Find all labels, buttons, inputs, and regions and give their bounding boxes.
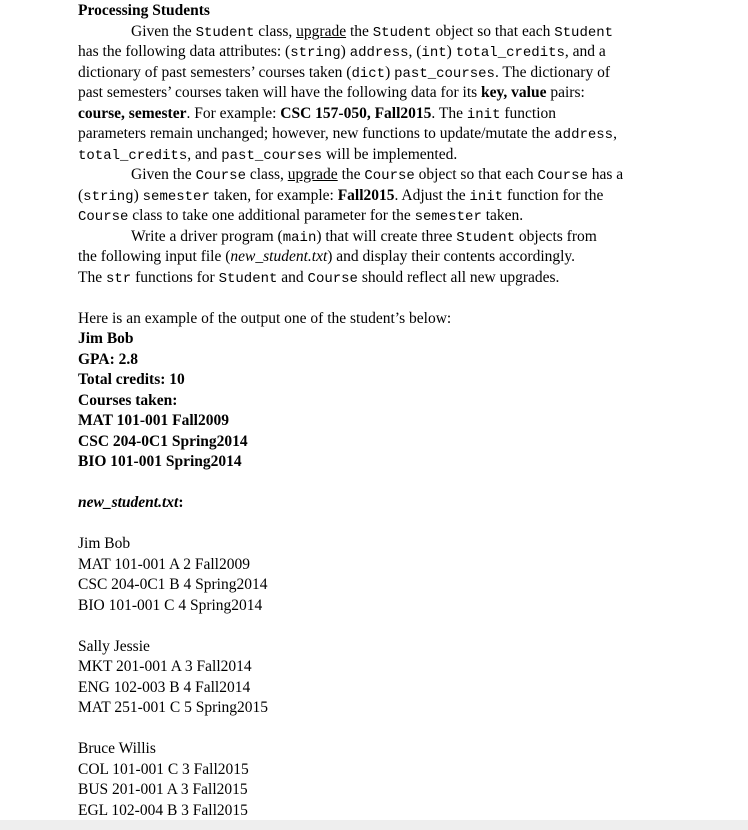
code-term: string <box>83 188 134 205</box>
text: . The <box>431 104 467 122</box>
text: dictionary of past semesters’ courses taken ( <box>78 63 352 81</box>
text-line <box>78 268 718 289</box>
text: , and a <box>564 43 606 60</box>
text: has a <box>587 166 624 183</box>
text: object so that each <box>431 22 555 40</box>
text-line <box>78 186 718 207</box>
text-line <box>78 104 718 125</box>
text-line <box>78 63 718 84</box>
paragraph-course-upgrade <box>78 165 718 227</box>
text-line <box>78 42 718 63</box>
text: class to take one additional parameter for the <box>128 207 415 224</box>
text-line <box>78 165 718 186</box>
text-line <box>78 83 718 104</box>
code-term: semester <box>142 188 210 205</box>
course-line: CSC 204-0C1 B 4 Spring2014 <box>78 576 268 593</box>
text: and <box>277 268 308 286</box>
text: the <box>346 22 373 40</box>
text: Given the <box>131 166 196 183</box>
text: the <box>337 166 365 183</box>
file-name: new_student.txt <box>78 494 179 511</box>
text-line <box>78 206 718 227</box>
code-term: int <box>421 45 447 61</box>
code-term: dict <box>351 65 386 82</box>
text: ) and display their contents accordingly. <box>327 248 576 265</box>
text: past semesters’ courses taken will have the following data for its <box>78 84 482 101</box>
code-term: str <box>105 270 132 287</box>
text: ) that will create three <box>316 227 457 245</box>
code-term: init <box>469 188 504 205</box>
code-term: past_courses <box>394 65 495 82</box>
text: ) <box>133 186 143 204</box>
code-term: Student <box>372 24 432 41</box>
paragraph-driver-program <box>78 227 718 289</box>
italic-filename: new_student.txt <box>230 248 328 265</box>
code-term: total_credits <box>78 147 188 164</box>
course-line: MAT 101-001 A 2 Fall2009 <box>78 555 250 573</box>
student-name: Jim Bob <box>78 535 131 552</box>
underlined-term: upgrade <box>296 22 347 40</box>
text: , and <box>187 145 222 163</box>
spacer <box>78 473 718 494</box>
document-body <box>78 1 718 821</box>
student-name: Sally Jessie <box>78 637 150 655</box>
text: pairs: <box>546 84 585 101</box>
code-term: Student <box>218 270 278 287</box>
code-term: total_credits <box>455 45 565 61</box>
code-term: Course <box>307 270 358 287</box>
code-term: Student <box>456 229 516 246</box>
code-term: Student <box>554 24 614 41</box>
section-title: Processing Students <box>78 2 210 19</box>
code-term: Course <box>195 168 246 184</box>
course-line: EGL 102-004 B 3 Fall2015 <box>78 801 248 819</box>
bold-term: CSC 157-050, Fall2015 <box>280 104 432 122</box>
bold-term: key, value <box>481 84 547 101</box>
code-term: address <box>349 45 409 61</box>
example-output-line: BIO 101-001 Spring2014 <box>78 453 242 470</box>
text: . Adjust the <box>394 186 470 204</box>
example-output-line: GPA: 2.8 <box>78 350 138 368</box>
text: function for the <box>503 186 604 204</box>
text: has the following data attributes: ( <box>78 43 291 60</box>
file-student-block <box>78 534 718 616</box>
text: ) <box>446 43 456 60</box>
course-line: BUS 201-001 A 3 Fall2015 <box>78 781 248 798</box>
text: . The dictionary of <box>494 63 611 81</box>
text: , ( <box>408 43 422 60</box>
text: , <box>613 125 617 142</box>
example-output-block <box>78 329 718 473</box>
bold-term: Fall2015 <box>337 186 395 204</box>
text: taken, for example: <box>209 186 338 204</box>
example-output-line: Jim Bob <box>78 330 134 347</box>
spacer <box>78 288 718 309</box>
code-term: Course <box>78 209 129 225</box>
course-line: COL 101-001 C 3 Fall2015 <box>78 760 249 778</box>
code-term: address <box>554 127 614 143</box>
text-line <box>78 247 718 268</box>
example-output-line: MAT 101-001 Fall2009 <box>78 412 229 429</box>
spacer <box>78 514 718 535</box>
underlined-term: upgrade <box>287 166 338 183</box>
text-line <box>78 124 718 145</box>
code-term: main <box>282 229 317 246</box>
text: functions for <box>131 268 219 286</box>
spacer <box>78 616 718 637</box>
text: will be implemented. <box>322 145 458 163</box>
text-line <box>78 227 718 248</box>
course-line: BIO 101-001 C 4 Spring2014 <box>78 596 263 614</box>
text: parameters remain unchanged; however, new functions to update/mutate the <box>78 125 555 142</box>
example-intro: Here is an example of the output one of the student’s below: <box>78 309 452 327</box>
code-term: Course <box>364 168 415 184</box>
page-bottom-edge <box>0 820 748 830</box>
example-output-line: Courses taken: <box>78 391 178 409</box>
text: Given the <box>131 22 196 40</box>
example-output-line: CSC 204-0C1 Spring2014 <box>78 432 248 450</box>
text-line <box>78 22 718 43</box>
text-line <box>78 145 718 166</box>
file-student-block <box>78 739 718 821</box>
text: function <box>500 104 557 122</box>
text: The <box>78 268 106 286</box>
code-term: semester <box>414 209 482 225</box>
course-line: ENG 102-003 B 4 Fall2014 <box>78 678 251 696</box>
text: ( <box>78 186 84 204</box>
text: Write a driver program ( <box>131 227 283 245</box>
text: class, <box>254 22 297 40</box>
course-line: MAT 251-001 C 5 Spring2015 <box>78 699 269 716</box>
text: object so that each <box>414 166 538 183</box>
bold-term: course, semester <box>78 104 187 122</box>
file-colon: : <box>178 494 184 511</box>
file-student-block <box>78 637 718 719</box>
paragraph-student-upgrade <box>78 22 718 166</box>
text: ) <box>340 43 350 60</box>
text: objects from <box>515 227 597 245</box>
spacer <box>78 719 718 740</box>
file-heading <box>78 493 718 514</box>
code-term: string <box>290 45 341 61</box>
example-output-line: Total credits: 10 <box>78 371 185 388</box>
code-term: init <box>466 106 501 123</box>
code-term: Student <box>195 24 255 41</box>
code-term: Course <box>537 168 588 184</box>
text: should reflect all new upgrades. <box>357 268 560 286</box>
course-line: MKT 201-001 A 3 Fall2014 <box>78 658 252 675</box>
text: ) <box>385 63 395 81</box>
text: the following input file ( <box>78 248 231 265</box>
code-term: past_courses <box>221 147 323 164</box>
student-name: Bruce Willis <box>78 740 156 757</box>
text: taken. <box>481 207 524 224</box>
text: class, <box>246 166 288 183</box>
text: . For example: <box>186 104 281 122</box>
